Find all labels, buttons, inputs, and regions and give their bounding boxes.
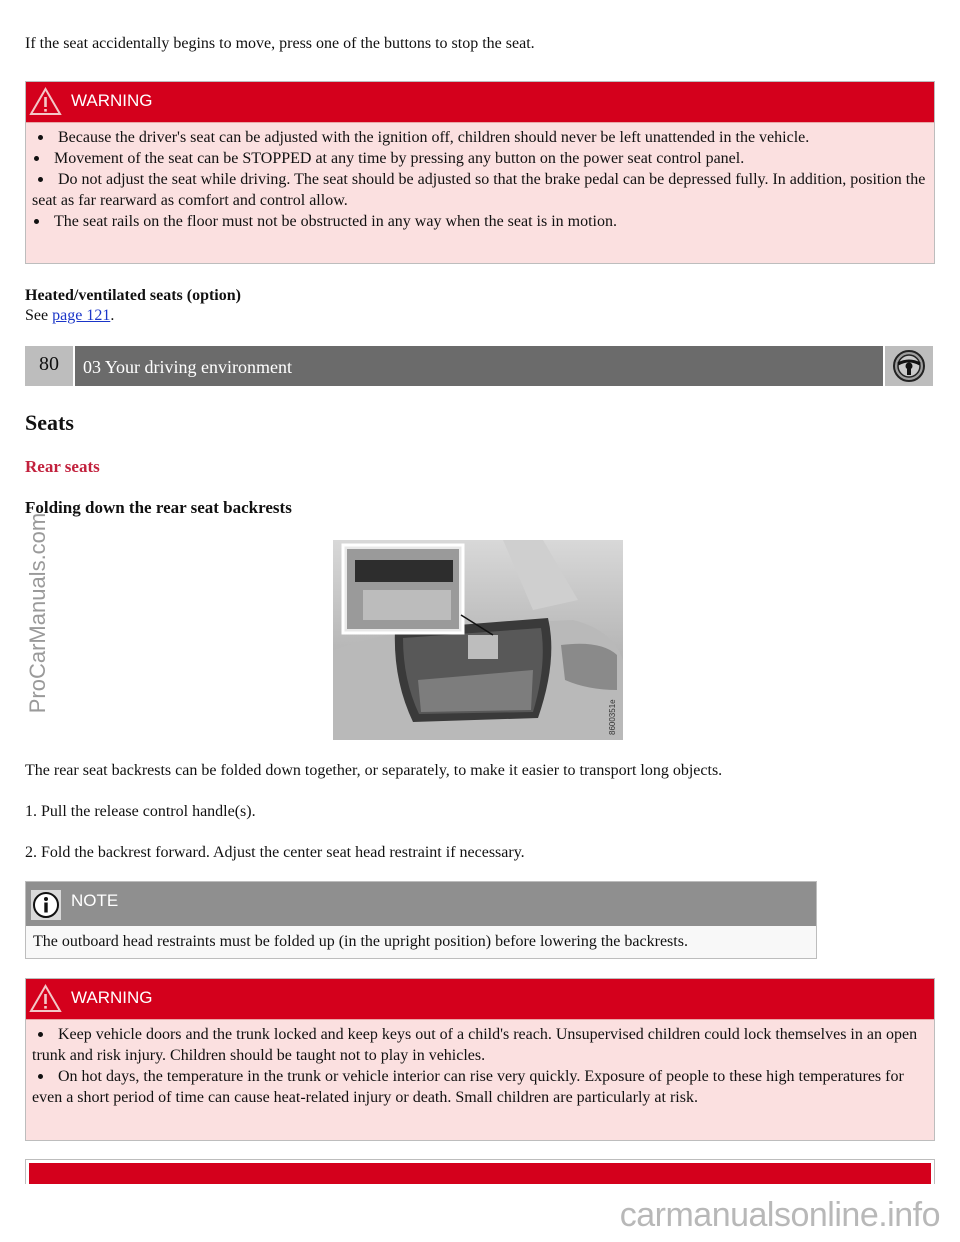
watermark-left: ProCarManuals.com xyxy=(25,512,50,714)
bullet-icon xyxy=(34,219,39,224)
warning-triangle-icon xyxy=(29,87,62,116)
warning-header-partial xyxy=(29,1163,931,1184)
warning-header xyxy=(26,979,934,1020)
see-prefix: See xyxy=(25,307,53,324)
warning-box-seat xyxy=(25,81,935,264)
brand-logo xyxy=(885,346,933,386)
rear-seats-heading: Rear seats xyxy=(25,457,100,476)
warning-list xyxy=(26,123,934,238)
next-warning-box xyxy=(25,1159,935,1184)
page-link[interactable]: page 121 xyxy=(52,307,111,324)
bullet-icon xyxy=(38,135,43,140)
note-label: NOTE xyxy=(71,891,119,910)
bullet-icon xyxy=(38,177,43,182)
list-item xyxy=(32,1066,928,1108)
list-item xyxy=(32,148,928,169)
chapter-bar xyxy=(25,346,933,386)
intro-text: If the seat accidentally begins to move, press one of the buttons to stop the seat. xyxy=(25,35,535,52)
list-item xyxy=(32,169,928,211)
step-1: 1. Pull the release control handle(s). xyxy=(25,803,256,820)
list-item-text: Keep vehicle doors and the trunk locked and keep keys out of a child's reach. Unsupervised children could lock themselves in an open trunk and risk injury. Children should be taught not to play in vehicles. xyxy=(32,1026,918,1064)
list-item xyxy=(32,211,928,232)
steering-wheel-icon xyxy=(885,346,933,386)
bullet-icon xyxy=(38,1032,43,1037)
page-number: 80 xyxy=(25,346,73,386)
bullet-icon xyxy=(34,156,39,161)
warning-header xyxy=(26,82,934,123)
list-item-text: The seat rails on the floor must not be obstructed in any way when the seat is in motion. xyxy=(54,213,617,230)
chapter-title: 03 Your driving environment xyxy=(75,346,883,386)
watermark-bottom: carmanualsonline.info xyxy=(619,1196,940,1234)
step-2: 2. Fold the backrest forward. Adjust the center seat head restraint if necessary. xyxy=(25,844,525,861)
warning-box-trunk xyxy=(25,978,935,1141)
note-text: The outboard head restraints must be folded up (in the upright position) before lowering the backrests. xyxy=(33,933,688,950)
photo-code: 8600351e xyxy=(608,699,617,735)
paragraph: The rear seat backrests can be folded down together, or separately, to make it easier to transport long objects. xyxy=(25,762,723,779)
list-item-text: Movement of the seat can be STOPPED at any time by pressing any button on the power seat control panel. xyxy=(54,150,745,167)
note-header xyxy=(26,882,816,926)
info-icon xyxy=(31,890,61,920)
list-item xyxy=(32,127,928,148)
warning-list xyxy=(26,1020,934,1114)
folding-heading: Folding down the rear seat backrests xyxy=(25,498,292,517)
bullet-icon xyxy=(38,1074,43,1079)
see-suffix: . xyxy=(110,307,115,324)
trunk-photo xyxy=(333,540,623,740)
see-reference xyxy=(25,306,114,326)
warning-label: WARNING xyxy=(71,91,153,110)
heated-seats-heading: Heated/ventilated seats (option) xyxy=(25,287,241,304)
warning-label: WARNING xyxy=(71,988,153,1007)
list-item-text: Do not adjust the seat while driving. The seat should be adjusted so that the brake pedal can be depressed fully. In addition, position the seat as far rearward as comfort and control allow. xyxy=(32,171,926,209)
warning-triangle-icon xyxy=(29,984,62,1013)
seats-heading: Seats xyxy=(25,410,74,435)
list-item-text: Because the driver's seat can be adjusted with the ignition off, children should never be left unattended in the vehicle. xyxy=(58,129,810,146)
note-box xyxy=(25,881,817,959)
list-item xyxy=(32,1024,928,1066)
list-item-text: On hot days, the temperature in the trunk or vehicle interior can rise very quickly. Exposure of people to these high temperatures for even a short period of time can cause heat-related injury or death. Small children are particularly at risk. xyxy=(32,1068,904,1106)
